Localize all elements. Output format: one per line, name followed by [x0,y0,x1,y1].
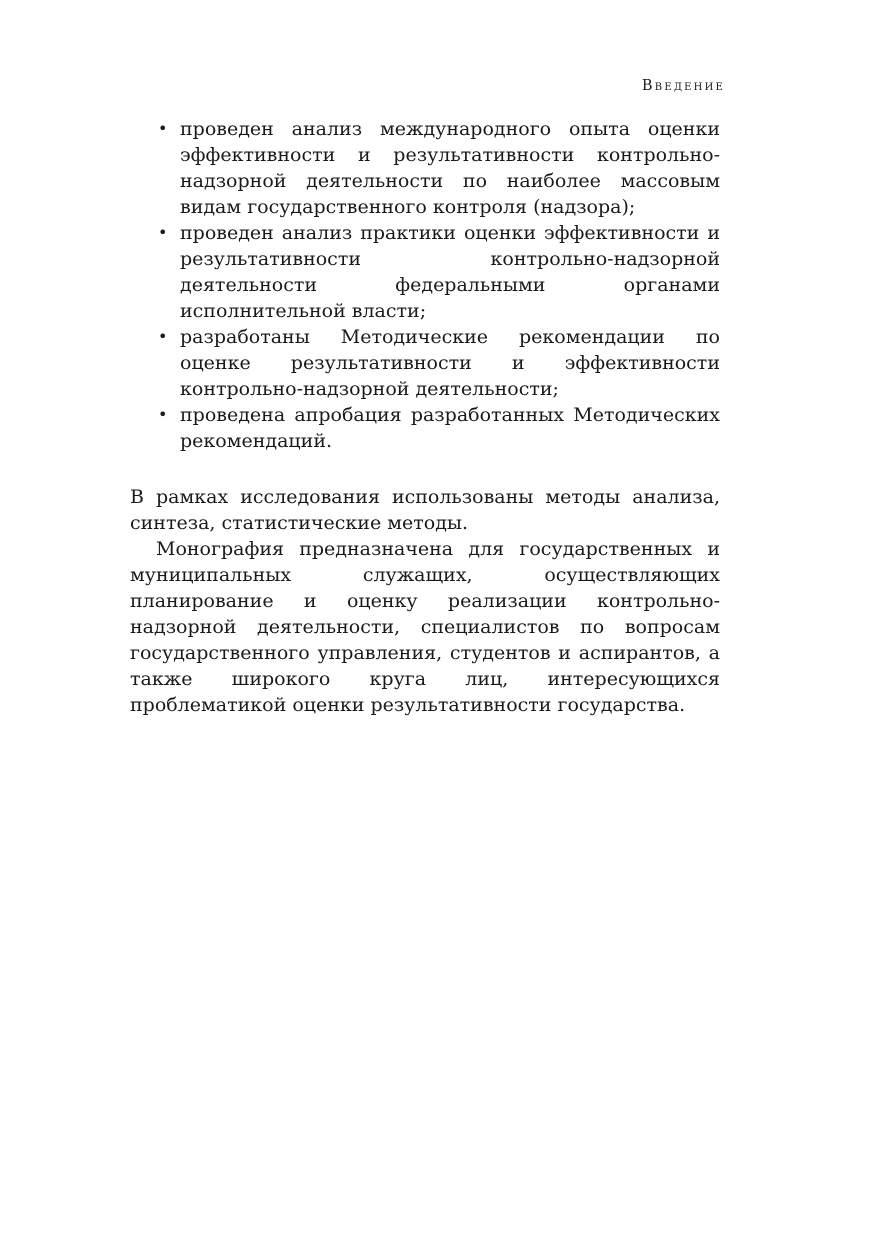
bullet-icon: • [158,119,168,138]
bullet-icon: • [158,405,168,424]
list-item-text: разработаны Методические рекомендации по оценке результативности и эффективности контрольно-надзорной деятельности; [180,326,720,400]
bullet-icon: • [158,223,168,242]
list-item-text: проведен анализ практики оценки эффективности и результативности контрольно-надзорной деятельности федеральными органами исполнительной власти; [180,222,720,322]
page-body [130,116,720,718]
list-item [130,324,720,402]
audience-paragraph: Монография предназначена для государственных и муниципальных служащих, осуществляющих планирование и оценку реализации контрольно-надзорной деятельности, специалистов по вопросам государственного управления, студентов и аспирантов, а также широкого круга лиц, интересующихся проблематикой оценки результативности государства. [130,538,720,716]
bullet-icon: • [158,327,168,346]
list-item-text: проведен анализ международного опыта оценки эффективности и результативности контрольно-надзорной деятельности по наиболее массовым видам государственного контроля (надзора); [180,118,720,218]
list-item [130,116,720,220]
list-item [130,220,720,324]
running-header: Введение [641,78,725,94]
bullet-list [130,116,720,454]
list-item-text: проведена апробация разработанных Методических рекомендаций. [180,404,720,452]
list-item [130,402,720,454]
methods-paragraph: В рамках исследования использованы методы анализа, синтеза, статистические методы. [130,486,720,534]
